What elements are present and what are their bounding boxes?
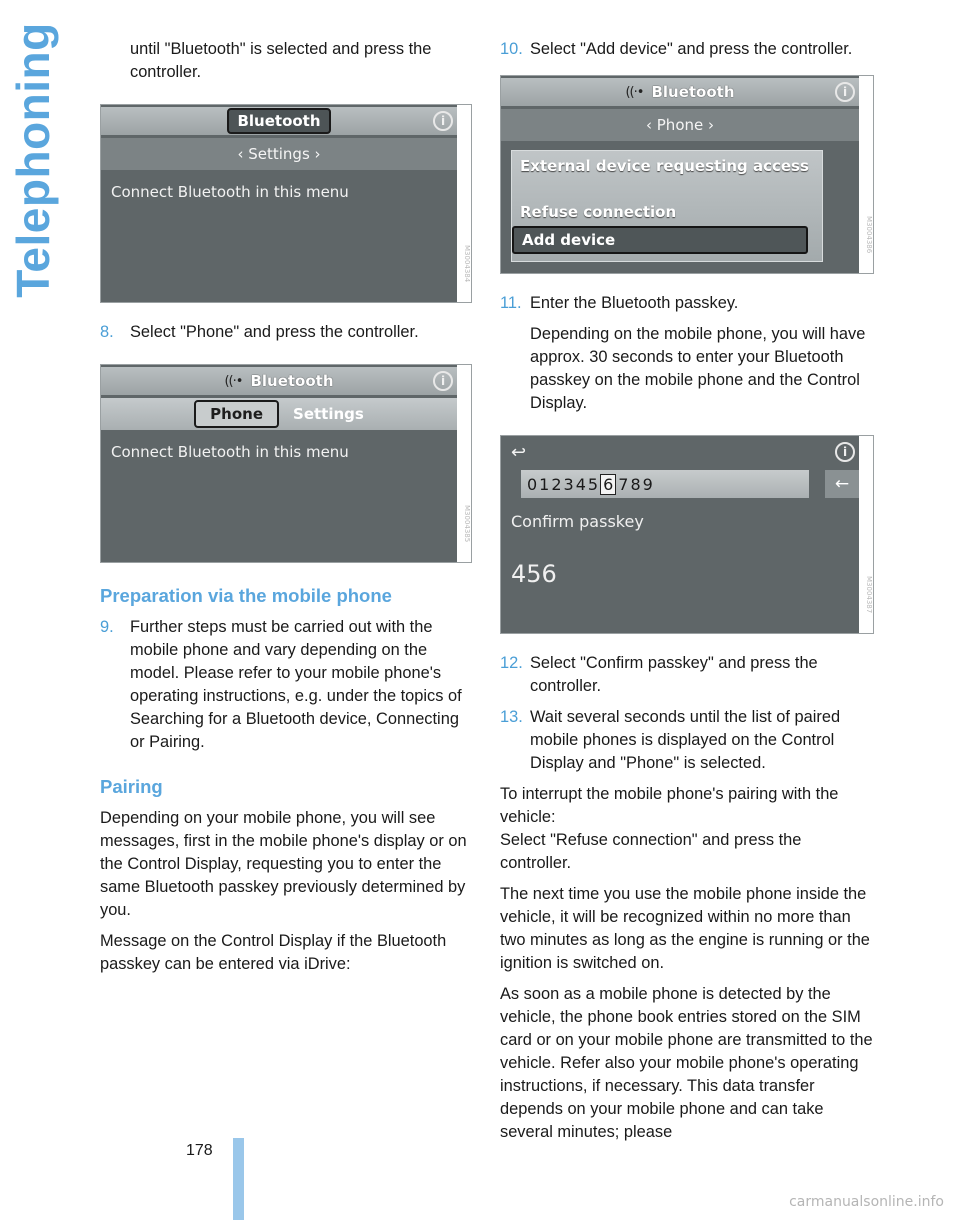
data-transfer-paragraph: As soon as a mobile phone is detected by the vehicle, the phone book entries stored on the SIM card or on your mobile phone are transmitted to the vehicle. Refer also your mobile phone's operating instructions, if necessary. This data transfer depends on your mobile phone and can take several minutes; please bbox=[500, 985, 873, 1141]
info-icon: i bbox=[835, 82, 855, 102]
back-arrow-icon: ↩ bbox=[511, 442, 527, 463]
digit-selected: 6 bbox=[600, 474, 616, 495]
screen-title: Bluetooth bbox=[227, 108, 330, 134]
screen-tab-bar bbox=[501, 109, 859, 141]
footer-bar bbox=[233, 1138, 244, 1220]
screen-tab-bar bbox=[101, 138, 457, 170]
step-13 bbox=[500, 706, 874, 775]
info-icon: i bbox=[835, 442, 855, 462]
info-icon: i bbox=[433, 371, 453, 391]
step-text: Enter the Bluetooth passkey. bbox=[530, 294, 739, 312]
menu-item-refuse: Refuse connection bbox=[520, 203, 677, 221]
screen-bluetooth-phone bbox=[100, 364, 472, 563]
confirm-passkey-label: Confirm passkey bbox=[511, 512, 644, 531]
screen-title-bar bbox=[101, 107, 457, 135]
step-11 bbox=[500, 292, 874, 315]
step-text: Select "Phone" and press the controller. bbox=[130, 323, 419, 341]
pairing-paragraph-1: Depending on your mobile phone, you will see messages, first in the mobile phone's display or on the Control Display, requesting you to enter the same Bluetooth passkey previously determined by you. bbox=[100, 809, 467, 919]
page-number: 178 bbox=[186, 1142, 213, 1159]
step-number: 10. bbox=[500, 40, 523, 58]
tab-left-arrow-icon: ‹ bbox=[645, 116, 657, 134]
step-text: Wait several seconds until the list of paired mobile phones is displayed on the Control Display and "Phone" is selected. bbox=[530, 708, 841, 772]
digits-after: 789 bbox=[618, 474, 655, 494]
step-number: 12. bbox=[500, 654, 523, 672]
screen-tab-other: Settings bbox=[293, 405, 364, 423]
screen-tab-bar bbox=[101, 398, 457, 430]
intro-text: until "Bluetooth" is selected and press the controller. bbox=[130, 40, 432, 81]
watermark: carmanualsonline.info bbox=[789, 1194, 944, 1210]
menu-item-add-device: Add device bbox=[512, 226, 808, 254]
step-12 bbox=[500, 652, 874, 698]
screen-bluetooth-settings bbox=[100, 104, 472, 303]
next-time-paragraph: The next time you use the mobile phone inside the vehicle, it will be recognized within no more than two minutes as long as the engine is running or the ignition is switched on. bbox=[500, 885, 870, 972]
info-icon: i bbox=[433, 111, 453, 131]
heading-pairing: Pairing bbox=[100, 776, 163, 797]
step-text: Further steps must be carried out with the mobile phone and vary depending on the model. Please refer to your mobile phone's operating instructions, e.g. under the topics of Searching for a Bluetooth device, Connecting or Pairing. bbox=[130, 618, 462, 751]
pairing-paragraph-2: Message on the Control Display if the Bluetooth passkey can be entered via iDrive: bbox=[100, 932, 447, 973]
step-8 bbox=[100, 321, 472, 344]
right-column bbox=[500, 38, 874, 1152]
screen-tab: Phone bbox=[656, 116, 704, 134]
step-text: Select "Confirm passkey" and press the controller. bbox=[530, 654, 818, 695]
refuse-paragraph: Select "Refuse connection" and press the controller. bbox=[500, 831, 802, 872]
screen-title: Bluetooth bbox=[651, 83, 735, 101]
screen-message: Connect Bluetooth in this menu bbox=[111, 183, 349, 201]
step-11-detail: Depending on the mobile phone, you will have approx. 30 seconds to enter your Bluetooth passkey on the mobile phone and the Control Display. bbox=[530, 325, 866, 412]
section-title: Telephoning bbox=[7, 22, 60, 298]
step-10 bbox=[500, 38, 874, 61]
bluetooth-signal-icon: ((·• bbox=[224, 373, 243, 389]
menu-heading: External device requesting access bbox=[520, 157, 809, 175]
access-request-menu bbox=[511, 150, 823, 262]
screen-passkey bbox=[500, 435, 874, 634]
tab-left-arrow-icon: ‹ bbox=[237, 145, 249, 163]
heading-mobile-phone: Preparation via the mobile phone bbox=[100, 585, 392, 606]
step-9 bbox=[100, 616, 472, 754]
digits-before: 012345 bbox=[527, 474, 601, 494]
step-number: 8. bbox=[100, 323, 114, 341]
screen-tab-selected: Phone bbox=[194, 400, 279, 428]
image-code: M3004387 bbox=[859, 436, 873, 633]
tab-right-arrow-icon: › bbox=[309, 145, 321, 163]
digit-speller bbox=[521, 470, 809, 498]
step-number: 11. bbox=[500, 294, 522, 312]
step-text: Select "Add device" and press the controller. bbox=[530, 40, 853, 58]
image-code: M3004384 bbox=[457, 105, 471, 302]
step-number: 9. bbox=[100, 618, 114, 636]
image-code: M3004385 bbox=[457, 365, 471, 562]
tab-right-arrow-icon: › bbox=[703, 116, 715, 134]
backspace-icon: ← bbox=[825, 470, 859, 498]
screen-tab: Settings bbox=[248, 145, 310, 163]
screen-title: Bluetooth bbox=[250, 372, 334, 390]
screen-add-device bbox=[500, 75, 874, 274]
interrupt-paragraph: To interrupt the mobile phone's pairing with the vehicle: bbox=[500, 785, 839, 826]
screen-message: Connect Bluetooth in this menu bbox=[111, 443, 349, 461]
passkey-value: 456 bbox=[511, 560, 557, 588]
image-code: M3004386 bbox=[859, 76, 873, 273]
screen-title-bar bbox=[101, 367, 457, 395]
screen-title-bar bbox=[501, 78, 859, 106]
left-column bbox=[100, 38, 472, 984]
bluetooth-signal-icon: ((·• bbox=[625, 84, 644, 100]
step-number: 13. bbox=[500, 708, 523, 726]
